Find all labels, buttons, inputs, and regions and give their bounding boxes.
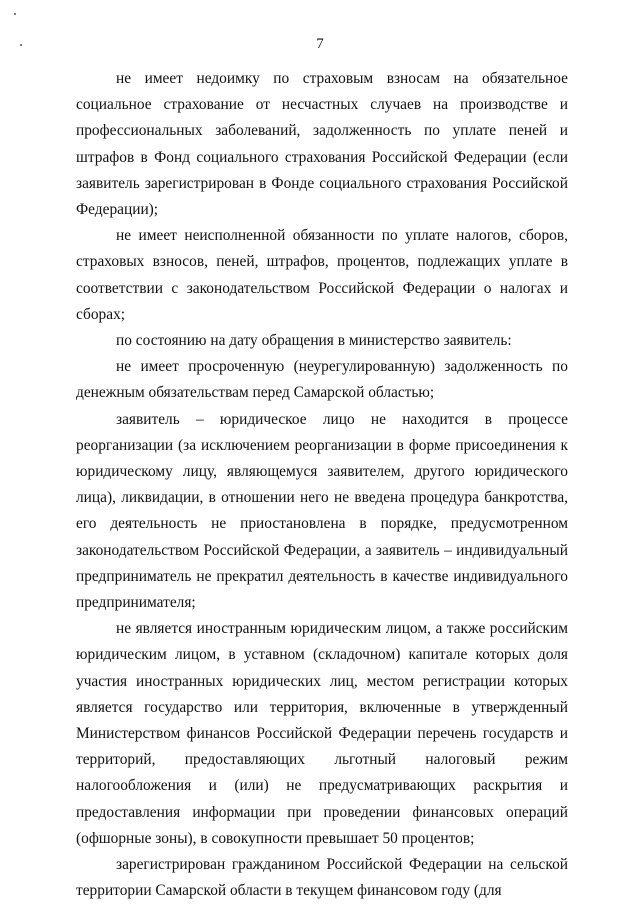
body-text <box>76 66 568 905</box>
paragraph-application-date: по состоянию на дату обращения в министерство заявитель: <box>116 332 512 350</box>
paragraph-tax-obligations: не имеет неисполненной обязанности по уплате налогов, сборов, страховых взносов, пеней, штрафов, процентов, подлежащих уплате в соответствии с законодательством Российской Федерации о налогах и сборах; <box>76 227 568 323</box>
paragraph-insurance-arrears: не имеет недоимку по страховым взносам на обязательное социальное страхование от несчастных случаев на производстве и профессиональных заболеваний, задолженность по уплате пеней и штрафов в Фонд социального страхования Российской Федерации (если заявитель зарегистрирован в Фонде социального страхования Российской Федерации); <box>76 70 568 219</box>
page-number: 7 <box>316 36 324 52</box>
paragraph-foreign-entity: не является иностранным юридическим лицом, а также российским юридическим лицом, в уставном (складочном) капитале которых доля участия иностранных юридических лиц, местом регистрации которых является государство или территория, включенные в утвержденный Министерством финансов Российской Федерации перечень государств и территорий, предоставляющих льготный налоговый режим налогообложения и (или) не предусматривающих раскрытия и предоставления информации при проведении финансовых операций (офшорные зоны), в совокупности превышает 50 процентов; <box>76 620 568 847</box>
paragraph-registration: зарегистрирован гражданином Российской Федерации на сельской территории Самарской области в текущем финансовом году (для <box>76 856 568 900</box>
paragraph-reorganization: заявитель – юридическое лицо не находится в процессе реорганизации (за исключением реорганизации в форме присоединения к юридическому лицу, являющемуся заявителем, другого юридического лица), ликвидации, в отношении него не введена процедура банкротства, его деятельность не приостановлена в порядке, предусмотренном законодательством Российской Федерации, а заявитель – индивидуальный предприниматель не прекратил деятельность в качестве индивидуального предпринимателя; <box>76 410 568 612</box>
scan-speck <box>14 13 16 15</box>
paragraph-regional-debt: не имеет просроченную (неурегулированную) задолженность по денежным обязательствам перед Самарской областью; <box>76 358 568 402</box>
